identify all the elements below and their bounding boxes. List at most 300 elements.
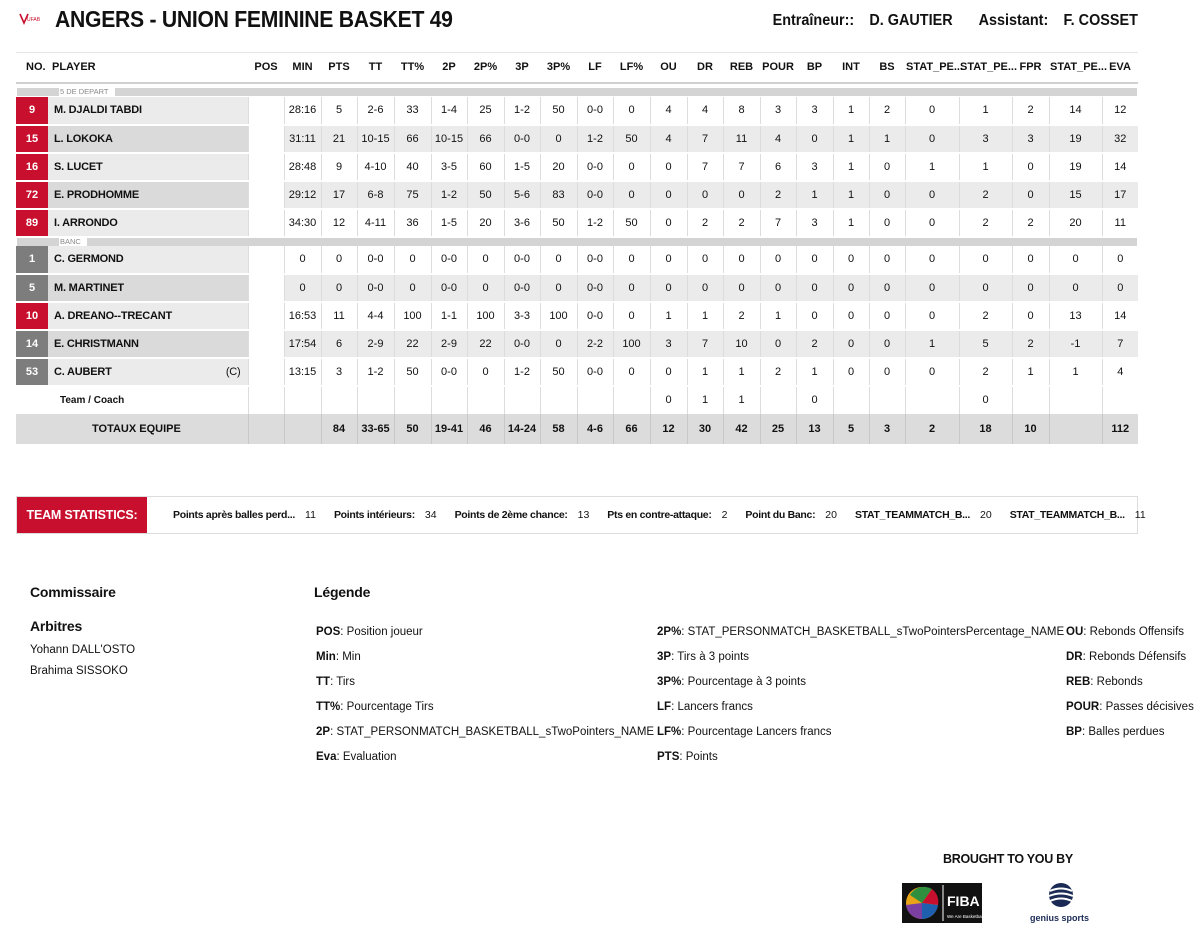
player-name[interactable] (48, 153, 248, 181)
team-stat-value: 20 (825, 509, 837, 521)
team-stat-item (607, 497, 727, 533)
legend-item (316, 645, 654, 670)
column-header[interactable]: 2P% (467, 53, 504, 83)
player-name-text[interactable]: A. DREANO--TRECANT (54, 309, 173, 322)
table-row[interactable] (16, 125, 1138, 153)
stat-cell: 1 (723, 386, 760, 414)
stat-cell (577, 386, 613, 414)
player-name[interactable] (48, 330, 248, 358)
stat-cell: 0 (905, 181, 959, 209)
stat-cell: 0 (760, 330, 796, 358)
stat-cell: 2 (796, 330, 833, 358)
stat-cell: 6 (760, 153, 796, 181)
coaches-info (773, 12, 1138, 30)
player-position (248, 181, 284, 209)
stat-cell: 0 (723, 181, 760, 209)
player-number: 10 (16, 302, 48, 330)
legend-key: LF% (657, 726, 682, 738)
legend-value: : Lancers francs (671, 701, 753, 713)
stat-cell: 2 (959, 302, 1012, 330)
stat-cell (833, 386, 869, 414)
stat-cell: 3 (650, 330, 687, 358)
player-name-text[interactable]: C. AUBERT (54, 365, 112, 378)
legend-item (657, 620, 1064, 645)
stat-cell: 0 (613, 246, 650, 274)
column-header[interactable]: 3P (504, 53, 540, 83)
stat-cell: 1 (959, 153, 1012, 181)
table-row[interactable] (16, 302, 1138, 330)
stat-cell: 1 (959, 97, 1012, 125)
column-header[interactable]: 2P (431, 53, 467, 83)
team-stat-item (745, 497, 837, 533)
stat-cell: 17 (1102, 181, 1138, 209)
legend-key: BP (1066, 726, 1082, 738)
table-row[interactable] (16, 330, 1138, 358)
stat-cell: 2-6 (357, 97, 394, 125)
stat-cell: 0 (650, 209, 687, 237)
stat-cell: 0 (540, 246, 577, 274)
stat-cell: 0-0 (577, 153, 613, 181)
stat-cell: 1 (833, 209, 869, 237)
column-header[interactable]: NO. (16, 53, 48, 83)
stat-cell: 0-0 (431, 358, 467, 386)
assistant-name: F. COSSET (1063, 12, 1138, 29)
table-row[interactable] (16, 181, 1138, 209)
stat-cell: 50 (540, 97, 577, 125)
stat-cell: 0 (613, 302, 650, 330)
team-coach-label: Team / Coach (16, 386, 248, 414)
player-number: 5 (16, 274, 48, 302)
stat-cell: 1-2 (431, 181, 467, 209)
stat-cell: 50 (467, 181, 504, 209)
stat-cell: 66 (394, 125, 431, 153)
bench-section-label: BANC (59, 237, 87, 246)
team-stat-label: STAT_TEAMMATCH_B... (854, 509, 971, 521)
stat-cell: 0 (540, 330, 577, 358)
team-stat-label: Points après balles perd... (173, 509, 296, 521)
stat-cell: 3 (760, 97, 796, 125)
player-number: 72 (16, 181, 48, 209)
legend-item (657, 670, 1064, 695)
legend-item (657, 695, 1064, 720)
stat-cell: 2-9 (431, 330, 467, 358)
stat-cell: 9 (321, 153, 357, 181)
player-name[interactable] (48, 181, 248, 209)
stat-cell: 0 (650, 153, 687, 181)
player-name[interactable] (48, 274, 248, 302)
stat-cell: 1-2 (357, 358, 394, 386)
stat-cell: 100 (467, 302, 504, 330)
stat-cell: 1 (687, 386, 723, 414)
stat-cell: 0 (467, 274, 504, 302)
stat-cell: 12 (650, 414, 687, 444)
stat-cell: 0 (959, 246, 1012, 274)
stat-cell: 0 (613, 181, 650, 209)
stat-cell: 7 (687, 125, 723, 153)
player-position (248, 125, 284, 153)
stat-cell: 3 (959, 125, 1012, 153)
column-header[interactable]: PLAYER (48, 53, 248, 83)
stat-cell: 60 (467, 153, 504, 181)
stat-cell: 4 (687, 97, 723, 125)
column-header[interactable]: POS (248, 53, 284, 83)
stat-cell: 34:30 (284, 209, 321, 237)
player-name-text[interactable]: E. CHRISTMANN (54, 337, 139, 350)
stat-cell: 2-2 (577, 330, 613, 358)
column-header[interactable]: BP (796, 53, 833, 83)
stat-cell: 1 (760, 302, 796, 330)
team-statistics-bar (16, 496, 1146, 534)
player-name-text[interactable]: L. LOKOKA (54, 132, 113, 145)
stat-cell: 2-9 (357, 330, 394, 358)
stat-cell: 7 (723, 153, 760, 181)
table-row[interactable] (16, 358, 1138, 386)
stat-cell: 1 (905, 153, 959, 181)
stat-cell: 11 (723, 125, 760, 153)
player-name-text[interactable]: M. MARTINET (54, 281, 124, 294)
stat-cell: 0 (723, 246, 760, 274)
column-header[interactable]: TT (357, 53, 394, 83)
stat-cell: 0 (833, 246, 869, 274)
stat-cell: 0-0 (577, 246, 613, 274)
stat-cell: 7 (687, 330, 723, 358)
stat-cell: 0-0 (577, 274, 613, 302)
stat-cell: 6-8 (357, 181, 394, 209)
stat-cell: 12 (1102, 97, 1138, 125)
stat-cell: 25 (467, 97, 504, 125)
player-name[interactable] (48, 302, 248, 330)
column-header[interactable]: STAT_PE... (1049, 53, 1102, 83)
arbitres-title: Arbitres (30, 618, 83, 634)
stat-cell: -1 (1049, 330, 1102, 358)
stat-cell: 75 (394, 181, 431, 209)
column-header[interactable]: EVA (1102, 53, 1138, 83)
brought-to-you-by: BROUGHT TO YOU BY (943, 852, 1073, 866)
stat-cell: 33 (394, 97, 431, 125)
player-number: 53 (16, 358, 48, 386)
stat-cell (540, 386, 577, 414)
table-row[interactable] (16, 209, 1138, 237)
stat-cell: 0 (869, 302, 905, 330)
stat-cell: 4 (650, 125, 687, 153)
player-name[interactable] (48, 97, 248, 125)
stat-cell: 0 (467, 358, 504, 386)
legend-column (657, 620, 1064, 770)
column-header[interactable]: TT% (394, 53, 431, 83)
stat-cell: 46 (467, 414, 504, 444)
stat-cell: 20 (1049, 209, 1102, 237)
stat-cell: 0 (1012, 153, 1049, 181)
stat-cell: 4-10 (357, 153, 394, 181)
legend-key: LF (657, 701, 672, 713)
legend-key: DR (1066, 651, 1083, 663)
stat-cell: 2 (869, 97, 905, 125)
stat-cell: 4 (650, 97, 687, 125)
legend-key: PTS (657, 751, 680, 763)
player-name-text[interactable]: I. ARRONDO (54, 216, 118, 229)
legend-section (314, 584, 1194, 764)
column-header[interactable]: STAT_PE... (905, 53, 959, 83)
column-header[interactable]: POUR (760, 53, 796, 83)
stat-cell: 0 (869, 209, 905, 237)
legend-value: : Tirs (330, 676, 355, 688)
player-name-text[interactable]: E. PRODHOMME (54, 188, 139, 201)
stat-cell: 3 (869, 414, 905, 444)
stat-cell: 2 (723, 302, 760, 330)
stat-cell: 11 (321, 302, 357, 330)
stat-cell: 1 (687, 358, 723, 386)
stat-cell: 14-24 (504, 414, 540, 444)
stat-cell: 83 (540, 181, 577, 209)
legend-item (316, 695, 654, 720)
table-row[interactable] (16, 274, 1138, 302)
stat-cell: 1 (687, 302, 723, 330)
stat-cell: 1 (905, 330, 959, 358)
player-position (248, 246, 284, 274)
stat-cell: 0-0 (504, 125, 540, 153)
table-header-row (16, 53, 1138, 83)
column-header[interactable]: FPR (1012, 53, 1049, 83)
player-name[interactable] (48, 209, 248, 237)
column-header[interactable]: BS (869, 53, 905, 83)
stat-cell: 0 (796, 274, 833, 302)
stat-cell: 0 (613, 274, 650, 302)
stat-cell: 0 (1012, 181, 1049, 209)
stat-cell: 12 (321, 209, 357, 237)
stat-cell: 0 (905, 358, 959, 386)
player-name-text[interactable]: M. DJALDI TABDI (54, 104, 142, 116)
stat-cell (284, 414, 321, 444)
stat-cell: 1-2 (504, 97, 540, 125)
column-header[interactable]: REB (723, 53, 760, 83)
legend-item (316, 720, 654, 745)
stat-cell (284, 386, 321, 414)
stat-cell: 50 (613, 209, 650, 237)
player-name[interactable] (48, 125, 248, 153)
coach-name: D. GAUTIER (869, 12, 953, 29)
stat-cell (248, 414, 284, 444)
stat-cell: 5 (321, 97, 357, 125)
team-stat-item (1010, 497, 1146, 533)
player-number: 9 (16, 97, 48, 125)
team-statistics-items (173, 497, 1164, 533)
totals-label: TOTAUX EQUIPE (48, 414, 248, 444)
player-position (248, 302, 284, 330)
stat-cell: 0 (905, 125, 959, 153)
starters-section-bar (17, 88, 1137, 96)
legend-value: : Min (335, 651, 361, 663)
player-name-text[interactable]: C. GERMOND (54, 253, 124, 265)
team-stat-label: Points de 2ème chance: (454, 509, 568, 521)
player-number: 16 (16, 153, 48, 181)
player-position (248, 153, 284, 181)
stat-cell: 0 (1012, 302, 1049, 330)
legend-value: : Pourcentage Lancers francs (681, 726, 832, 738)
stat-cell: 0 (869, 358, 905, 386)
stat-cell: 0 (321, 274, 357, 302)
stat-cell: 0 (833, 302, 869, 330)
stat-cell: 0-0 (577, 181, 613, 209)
coach-label: Entraîneur:: (772, 12, 855, 29)
stat-cell: 0 (833, 330, 869, 358)
stat-cell (467, 386, 504, 414)
stat-cell: 0 (1049, 246, 1102, 274)
stat-cell: 6 (321, 330, 357, 358)
stat-cell: 1-2 (577, 209, 613, 237)
legend-value: : STAT_PERSONMATCH_BASKETBALL_sTwoPointersPercentage_NAME (681, 626, 1065, 638)
player-position (248, 209, 284, 237)
stat-cell: 66 (467, 125, 504, 153)
stat-cell (613, 386, 650, 414)
stat-cell: 30 (687, 414, 723, 444)
stat-cell: 84 (321, 414, 357, 444)
legend-item (1066, 670, 1194, 695)
stat-cell: 20 (467, 209, 504, 237)
stat-cell: 0 (905, 209, 959, 237)
table-row[interactable] (16, 246, 1138, 274)
column-header[interactable]: DR (687, 53, 723, 83)
team-stat-label: STAT_TEAMMATCH_B... (1009, 509, 1125, 521)
column-header[interactable]: 3P% (540, 53, 577, 83)
stat-cell: 0-0 (577, 358, 613, 386)
stat-cell: 0 (1049, 274, 1102, 302)
legend-item (1066, 720, 1194, 745)
stat-cell: 0 (760, 246, 796, 274)
column-header[interactable]: INT (833, 53, 869, 83)
stat-cell: 22 (467, 330, 504, 358)
stat-cell (1012, 386, 1049, 414)
stat-cell: 0 (613, 97, 650, 125)
team-totals-row (16, 414, 1138, 444)
table-row[interactable] (16, 153, 1138, 181)
page-header (16, 6, 1138, 36)
legend-key: TT (316, 676, 331, 688)
stat-cell: 50 (540, 358, 577, 386)
legend-item (1066, 620, 1194, 645)
stat-cell: 4 (760, 125, 796, 153)
player-number: 14 (16, 330, 48, 358)
team-stat-label: Points intérieurs: (333, 509, 415, 521)
stat-cell: 17 (321, 181, 357, 209)
legend-column (316, 620, 654, 770)
column-header[interactable]: STAT_PE... (959, 53, 1012, 83)
stat-cell: 2 (723, 209, 760, 237)
column-header[interactable]: LF (577, 53, 613, 83)
table-row[interactable] (16, 97, 1138, 125)
stat-cell: 3-5 (431, 153, 467, 181)
stat-cell: 1 (833, 181, 869, 209)
stat-cell: 7 (1102, 330, 1138, 358)
team-stat-value: 20 (980, 509, 992, 521)
column-header[interactable]: PTS (321, 53, 357, 83)
legend-value: : Rebonds Défensifs (1082, 651, 1187, 663)
stat-cell: 100 (613, 330, 650, 358)
stat-cell: 1 (833, 97, 869, 125)
legend-item (657, 745, 1064, 770)
bench-section-bar (17, 238, 1137, 246)
team-stat-item (334, 497, 437, 533)
stat-cell: 0 (796, 125, 833, 153)
stat-cell: 14 (1049, 97, 1102, 125)
stat-cell: 1-2 (577, 125, 613, 153)
team-stat-value: 13 (577, 509, 590, 521)
stat-cell: 1-5 (431, 209, 467, 237)
column-header[interactable]: LF% (613, 53, 650, 83)
legend-value: : Rebonds Offensifs (1083, 626, 1185, 638)
stat-cell: 0 (905, 302, 959, 330)
stat-cell: 2 (1012, 209, 1049, 237)
stat-cell: 0 (796, 386, 833, 414)
stat-cell: 13 (796, 414, 833, 444)
stat-cell: 0 (613, 358, 650, 386)
stat-cell: 1 (833, 125, 869, 153)
stat-cell: 0 (833, 274, 869, 302)
stat-cell: 4-4 (357, 302, 394, 330)
stat-cell: 4-11 (357, 209, 394, 237)
stat-cell: 8 (723, 97, 760, 125)
stat-cell: 1 (869, 125, 905, 153)
team-stat-item (455, 497, 590, 533)
stat-cell: 18 (959, 414, 1012, 444)
commissaire-title: Commissaire (30, 584, 116, 600)
stat-cell: 0-0 (577, 302, 613, 330)
stat-cell: 1 (796, 358, 833, 386)
stat-cell: 0 (905, 97, 959, 125)
team-statistics-label: TEAM STATISTICS: (17, 497, 147, 533)
legend-key: Eva (316, 751, 337, 763)
stat-cell: 0 (284, 246, 321, 274)
stat-cell: 2 (1012, 97, 1049, 125)
stat-cell: 14 (1102, 153, 1138, 181)
stat-cell: 0 (905, 274, 959, 302)
stat-cell: 0 (833, 358, 869, 386)
stat-cell: 50 (394, 358, 431, 386)
stat-cell: 2 (1012, 330, 1049, 358)
column-header[interactable]: MIN (284, 53, 321, 83)
assistant-label: Assistant: (978, 12, 1049, 29)
stat-cell: 4-6 (577, 414, 613, 444)
legend-value: : Position joueur (340, 626, 423, 638)
legend-value: : Pourcentage Tirs (340, 701, 434, 713)
stat-cell: 0 (540, 274, 577, 302)
stat-cell: 0 (1012, 246, 1049, 274)
stat-cell (504, 386, 540, 414)
player-name-text[interactable]: S. LUCET (54, 160, 103, 173)
legend-item (657, 645, 1064, 670)
stat-cell: 3-6 (504, 209, 540, 237)
column-header[interactable]: OU (650, 53, 687, 83)
stat-cell: 16:53 (284, 302, 321, 330)
stat-cell: 17:54 (284, 330, 321, 358)
stat-cell (321, 386, 357, 414)
legend-key: Min (316, 651, 336, 663)
fiba-subtitle: We Are Basketball (947, 914, 984, 919)
stat-cell: 50 (540, 209, 577, 237)
legend-item (316, 620, 654, 645)
legend-value: : Passes décisives (1099, 701, 1194, 713)
legend-value: : Rebonds (1090, 676, 1143, 688)
stat-cell: 33-65 (357, 414, 394, 444)
stat-cell: 0 (869, 330, 905, 358)
team-stat-label: Point du Banc: (745, 509, 816, 521)
player-name[interactable] (48, 358, 248, 386)
stat-cell: 10 (1012, 414, 1049, 444)
stat-cell: 29:12 (284, 181, 321, 209)
player-name[interactable] (48, 246, 248, 274)
legend-key: TT% (316, 701, 341, 713)
stat-cell: 1-1 (431, 302, 467, 330)
stat-cell: 0 (687, 274, 723, 302)
